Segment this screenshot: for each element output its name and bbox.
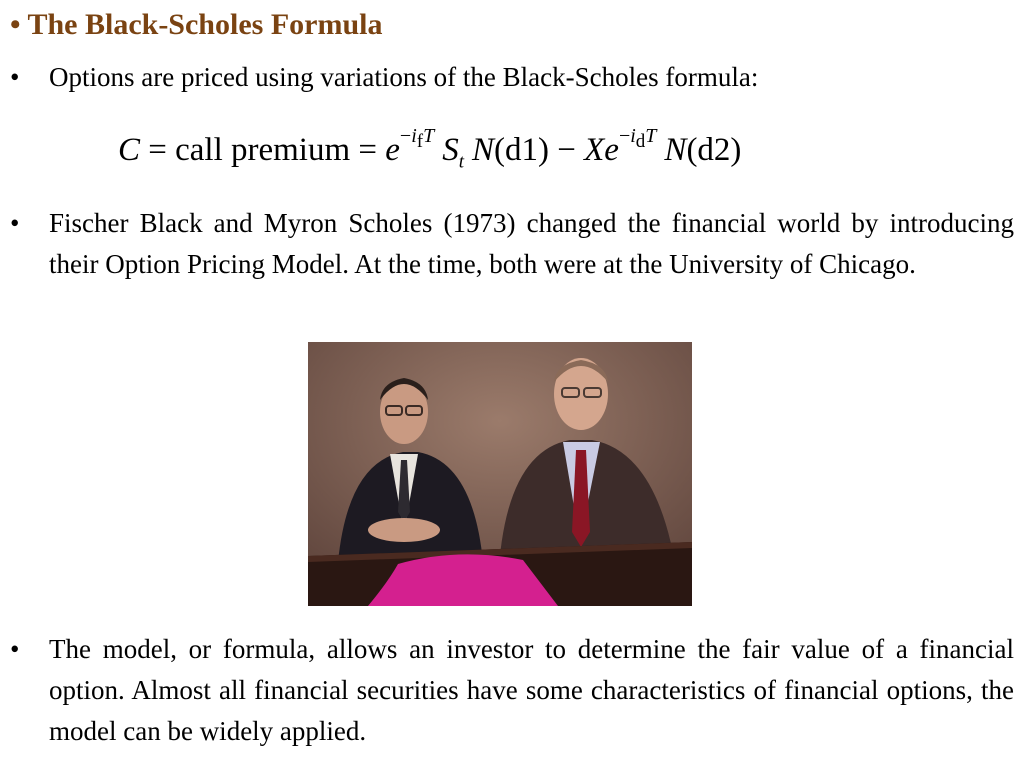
bullet-item bbox=[10, 57, 1014, 98]
exponent-i: i bbox=[630, 125, 636, 147]
bullet-glyph: • bbox=[10, 208, 20, 238]
formula-exponent-domestic bbox=[618, 125, 657, 152]
slide-title: • The Black-Scholes Formula bbox=[10, 8, 383, 41]
bullet-glyph: • bbox=[10, 62, 20, 92]
formula-s-sub bbox=[459, 152, 464, 173]
formula-e2: e bbox=[604, 132, 619, 168]
formula-x: X bbox=[584, 132, 605, 168]
s-sub-t: t bbox=[458, 151, 464, 173]
formula-n1: N bbox=[472, 132, 495, 168]
bullet-item bbox=[10, 203, 1014, 285]
exponent-sign: − bbox=[399, 125, 412, 147]
bullet-text: Fischer Black and Myron Scholes (1973) changed the financial world by introducing their Option Pricing Model. At the time, both were at the University of Chicago. bbox=[49, 208, 1014, 279]
formula-s: S bbox=[442, 132, 459, 168]
bullet-text: Options are priced using variations of the Black-Scholes formula: bbox=[49, 62, 759, 92]
exponent-t: T bbox=[645, 125, 657, 147]
exponent-sub: d bbox=[635, 131, 646, 152]
formula-e: e bbox=[385, 132, 400, 168]
black-scholes-photo bbox=[308, 342, 692, 606]
exponent-t: T bbox=[423, 125, 435, 147]
exponent-sign: − bbox=[618, 125, 631, 147]
bullet-item bbox=[10, 629, 1014, 752]
formula-call-premium: = call premium = bbox=[140, 132, 386, 168]
exponent-i: i bbox=[411, 125, 417, 147]
photo-illustration bbox=[308, 342, 692, 606]
formula-d1: (d1) bbox=[494, 132, 549, 168]
formula-d2: (d2) bbox=[686, 132, 742, 168]
formula-minus: − bbox=[549, 132, 585, 168]
black-scholes-formula bbox=[118, 112, 741, 193]
formula-c: C bbox=[118, 132, 141, 168]
bullet-text: The model, or formula, allows an investor to determine the fair value of a financial option. Almost all financial securities have some characteristics of financial options, the model can be widely applied. bbox=[49, 634, 1014, 746]
bullet-glyph: • bbox=[10, 634, 20, 664]
formula-exponent-foreign bbox=[399, 125, 435, 152]
formula-n2: N bbox=[664, 132, 687, 168]
exponent-sub: f bbox=[416, 131, 424, 152]
